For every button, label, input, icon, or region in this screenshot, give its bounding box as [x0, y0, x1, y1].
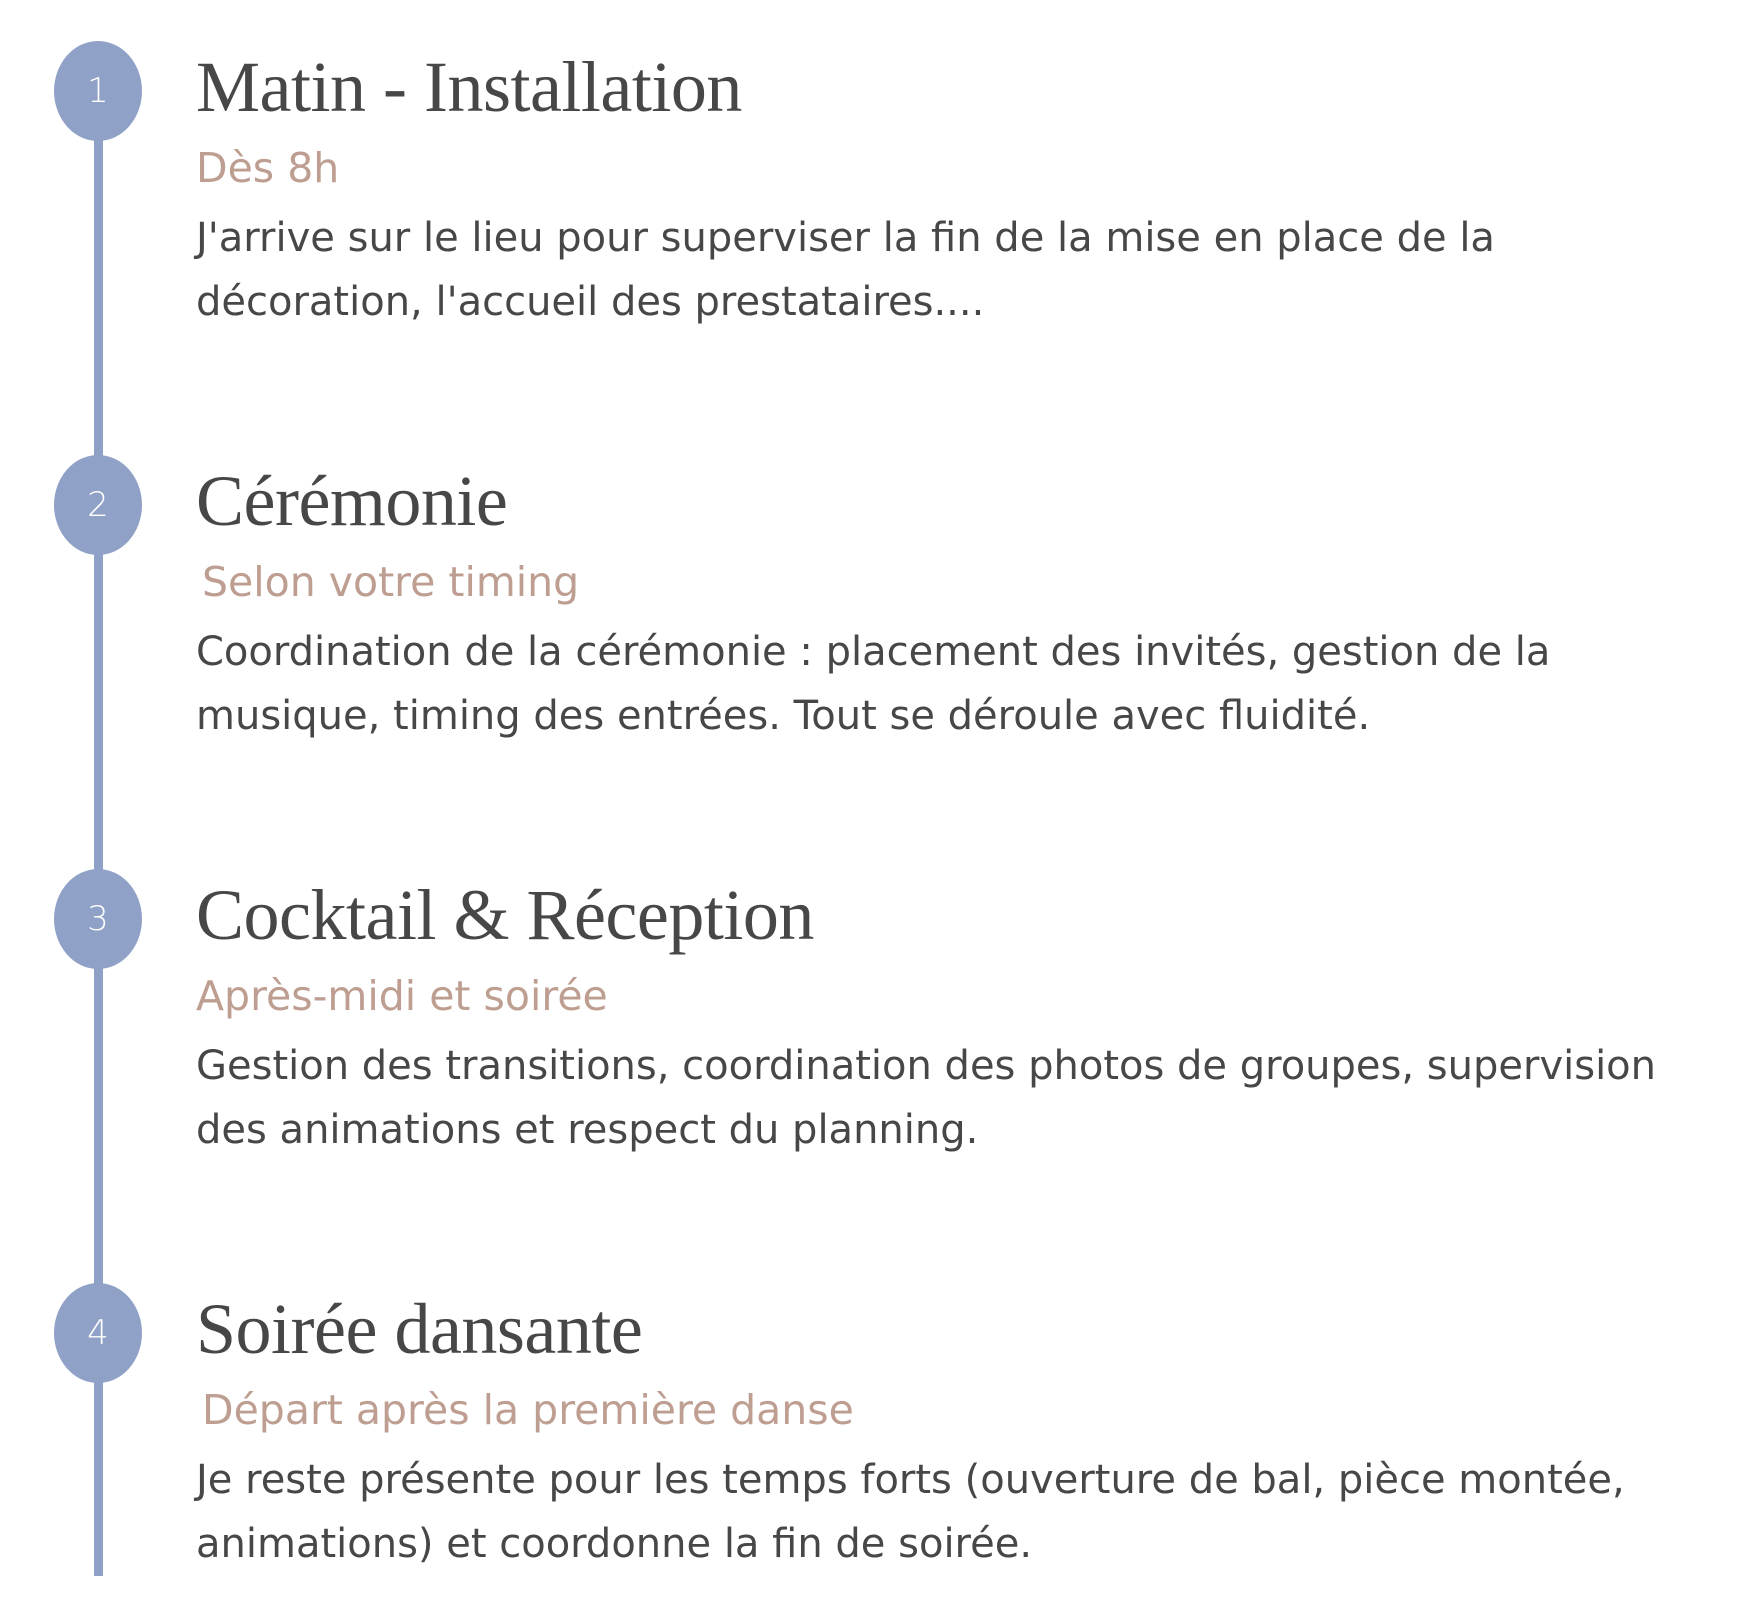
step-description: Je reste présente pour les temps forts (ouverture de bal, pièce montée, animations) et coordonne la fin de soirée.	[196, 1457, 1625, 1567]
step-description: Gestion des transitions, coordination des photos de groupes, supervision des animations et respect du planning.	[196, 1043, 1656, 1153]
step-title: Cocktail & Réception	[196, 875, 814, 955]
step-time: Après-midi et soirée	[196, 972, 608, 1020]
step-number-badge: 1	[54, 41, 142, 141]
step-description: J'arrive sur le lieu pour superviser la fin de la mise en place de la décoration, l'accueil des prestataires....	[196, 215, 1495, 325]
step-number-badge: 3	[54, 869, 142, 969]
step-description: Coordination de la cérémonie : placement des invités, gestion de la musique, timing des entrées. Tout se déroule avec fluidité.	[196, 629, 1551, 739]
step-title: Matin - Installation	[196, 47, 742, 127]
step-title: Cérémonie	[196, 461, 508, 541]
step-time: Dès 8h	[196, 144, 340, 192]
step-title: Soirée dansante	[196, 1289, 643, 1369]
step-time: Selon votre timing	[202, 558, 580, 606]
step-number-badge: 2	[54, 455, 142, 555]
step-time: Départ après la première danse	[202, 1386, 854, 1434]
step-number-badge: 4	[54, 1283, 142, 1383]
